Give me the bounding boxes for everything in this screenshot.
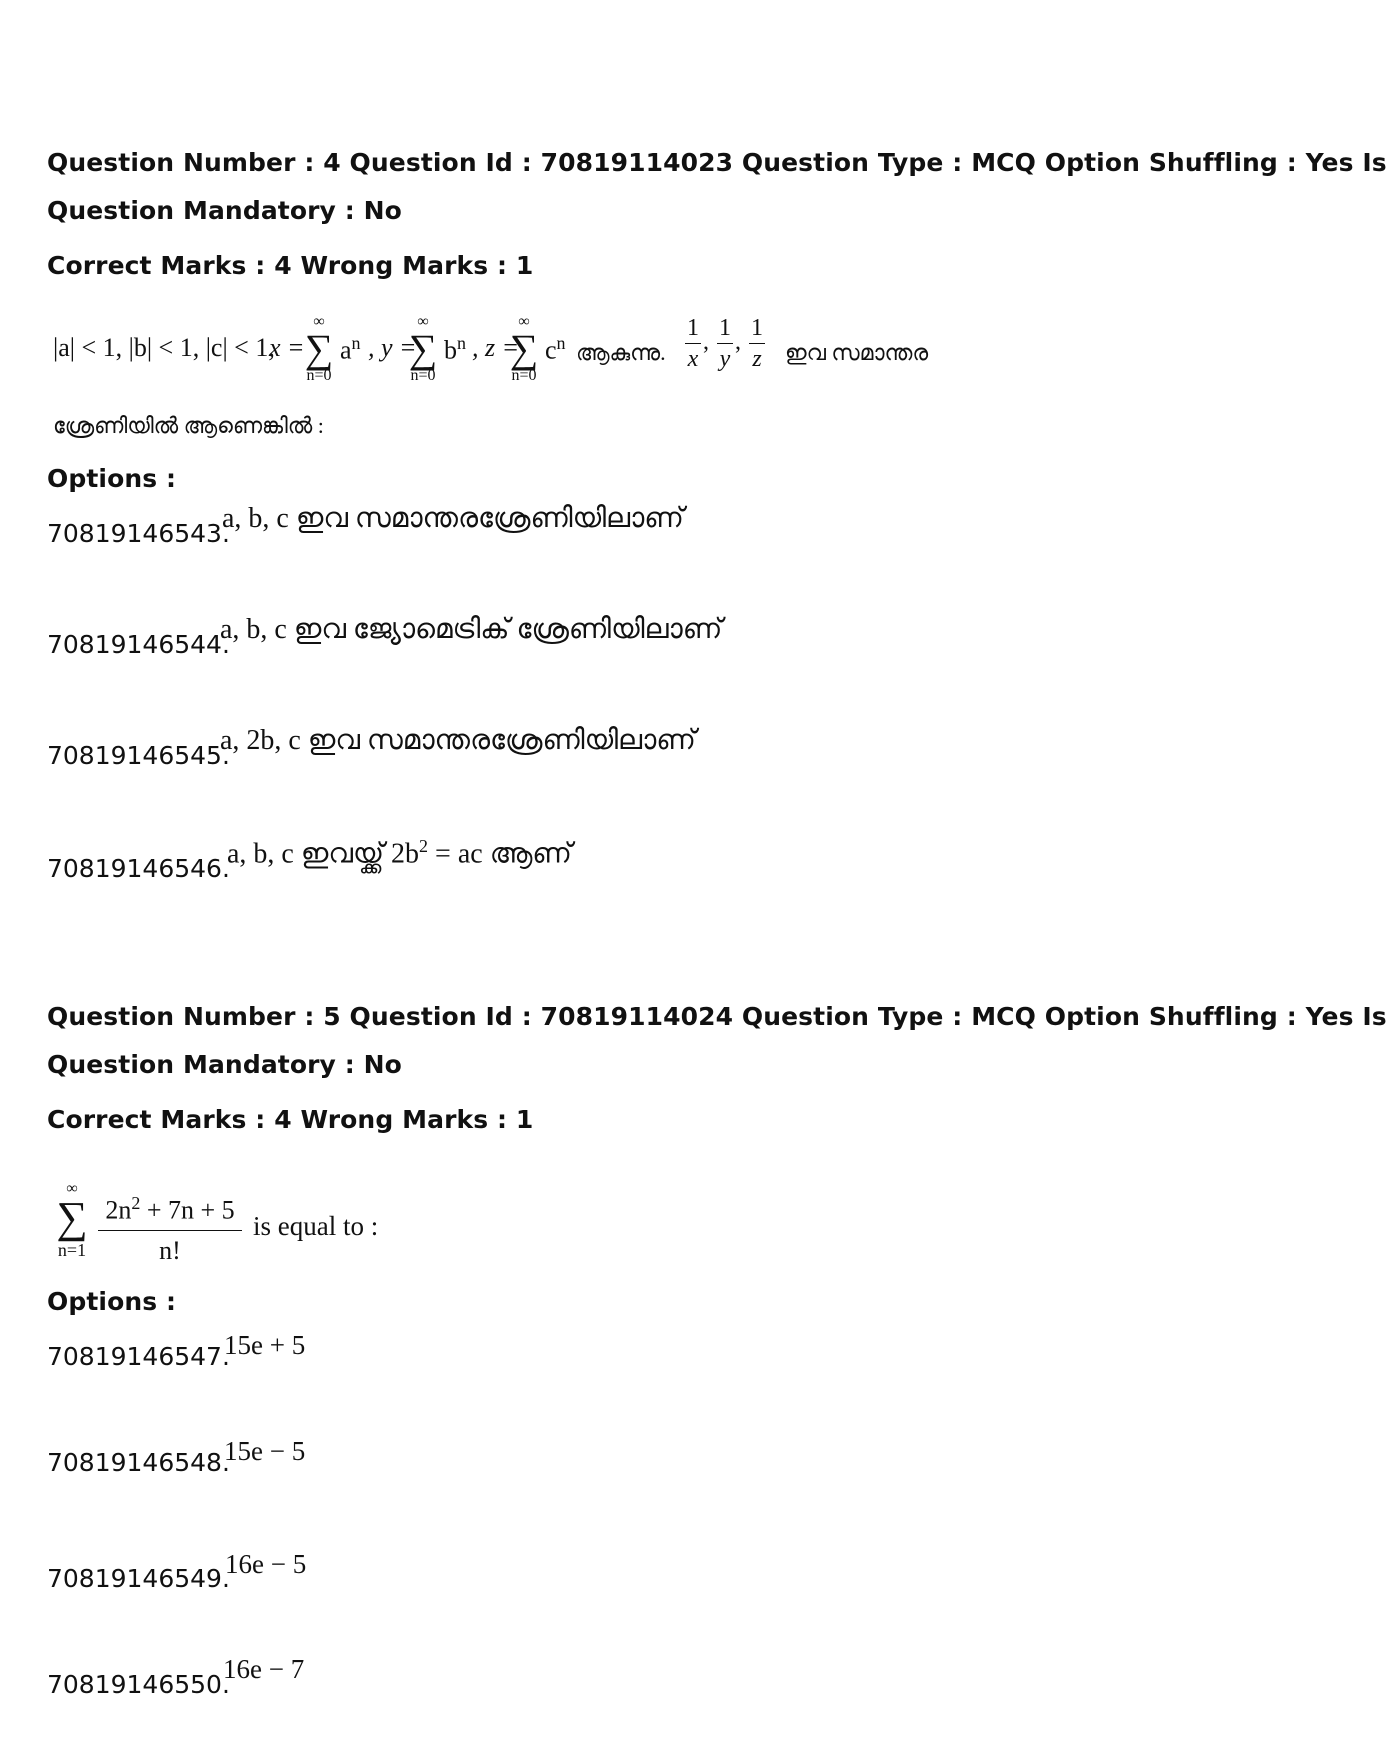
fraction-1-over-y: $\frac{1}{y}$ (719, 315, 731, 372)
condition-c: |c| < 1, (205, 333, 275, 362)
sigma-icon: ∑ (56, 1193, 88, 1242)
options-label: Options : (47, 1287, 177, 1316)
sum-upper-limit: ∞ (417, 313, 429, 330)
malayalam-text-sreniyil: ശ്രേണിയിൽ ആണെങ്കിൽ : (53, 413, 324, 438)
sigma-icon: ∑ (509, 326, 539, 371)
question-marks: Correct Marks : 4 Wrong Marks : 1 (47, 1105, 534, 1134)
option-id: 70819146546. (47, 854, 230, 883)
x-term: $a^n$ (340, 333, 361, 365)
question-header-line2: Question Mandatory : No (47, 1050, 402, 1079)
sum-lower-limit: n=0 (511, 367, 537, 384)
fraction-denominator: n! (159, 1235, 181, 1265)
series-fraction (98, 1184, 242, 1271)
is-equal-to-text: is equal to : (253, 1211, 379, 1241)
y-equals: , y = (368, 333, 417, 362)
option-text: a, 2b, c ഇവ സമാന്തരശ്രേണിയിലാണ് (220, 725, 696, 756)
question-condition (53, 333, 275, 363)
summation-x (301, 314, 337, 384)
option-text: a, b, c ഇവ ജ്യോമെട്രിക് ശ്രേണിയിലാണ് (220, 614, 723, 645)
option-id: 70819146543. (47, 519, 230, 548)
malayalam-text-iva-samanthara: ഇവ സമാന്തര (785, 340, 929, 365)
y-term: $b^n$ (444, 333, 466, 365)
question-marks: Correct Marks : 4 Wrong Marks : 1 (47, 251, 534, 280)
sum-upper-limit: ∞ (313, 313, 325, 330)
condition-b: |b| < 1, (128, 333, 200, 362)
x-equals: x = (269, 333, 305, 362)
option-id: 70819146548. (47, 1448, 230, 1477)
summation-y (405, 314, 441, 384)
sum-lower-limit: n=0 (410, 367, 436, 384)
option-id: 70819146545. (47, 741, 230, 770)
fraction-1-over-x: $\frac{1}{x}$ (687, 315, 699, 372)
option-text: 15e − 5 (224, 1436, 306, 1466)
z-equals: , z = (472, 333, 520, 362)
sigma-icon: ∑ (408, 326, 438, 371)
sigma-icon: ∑ (304, 326, 334, 371)
question-header-line1: Question Number : 5 Question Id : 70819114024 Question Type : MCQ Option Shuffling : Yes Is (47, 1002, 1387, 1031)
question-header-line2: Question Mandatory : No (47, 196, 402, 225)
malayalam-text-akunnu: ആകുന്നു. (576, 340, 666, 365)
option-id: 70819146549. (47, 1564, 230, 1593)
option-text: a, b, c ഇവയ്ക്ക് $2b^2$ = ac ആണ് (227, 836, 572, 870)
sum-lower-limit: n=1 (57, 1240, 87, 1260)
reciprocal-fractions: $\frac{1}{x}$ , $\frac{1}{y}$ , $\frac{1}{z}$ (687, 315, 763, 372)
options-label: Options : (47, 464, 177, 493)
condition-a: |a| < 1, (53, 333, 123, 362)
summation (50, 1181, 94, 1261)
option-text: 16e − 7 (223, 1654, 305, 1684)
sum-upper-limit: ∞ (66, 1180, 78, 1197)
option-id: 70819146544. (47, 630, 230, 659)
option-text: 15e + 5 (224, 1330, 306, 1360)
sum-upper-limit: ∞ (518, 313, 530, 330)
fraction-1-over-z: $\frac{1}{z}$ (751, 315, 763, 372)
option-id: 70819146550. (47, 1670, 230, 1699)
sum-lower-limit: n=0 (306, 367, 332, 384)
question-header-line1: Question Number : 4 Question Id : 70819114023 Question Type : MCQ Option Shuffling : Yes Is (47, 148, 1387, 177)
fraction-numerator: $2n^2 + 7n + 5$ (98, 1184, 242, 1231)
option-text: a, b, c ഇവ സമാന്തരശ്രേണിയിലാണ് (222, 503, 684, 534)
option-text: 16e − 5 (225, 1549, 307, 1579)
z-term: $c^n$ (545, 333, 566, 365)
summation-z (506, 314, 542, 384)
option-id: 70819146547. (47, 1342, 230, 1371)
